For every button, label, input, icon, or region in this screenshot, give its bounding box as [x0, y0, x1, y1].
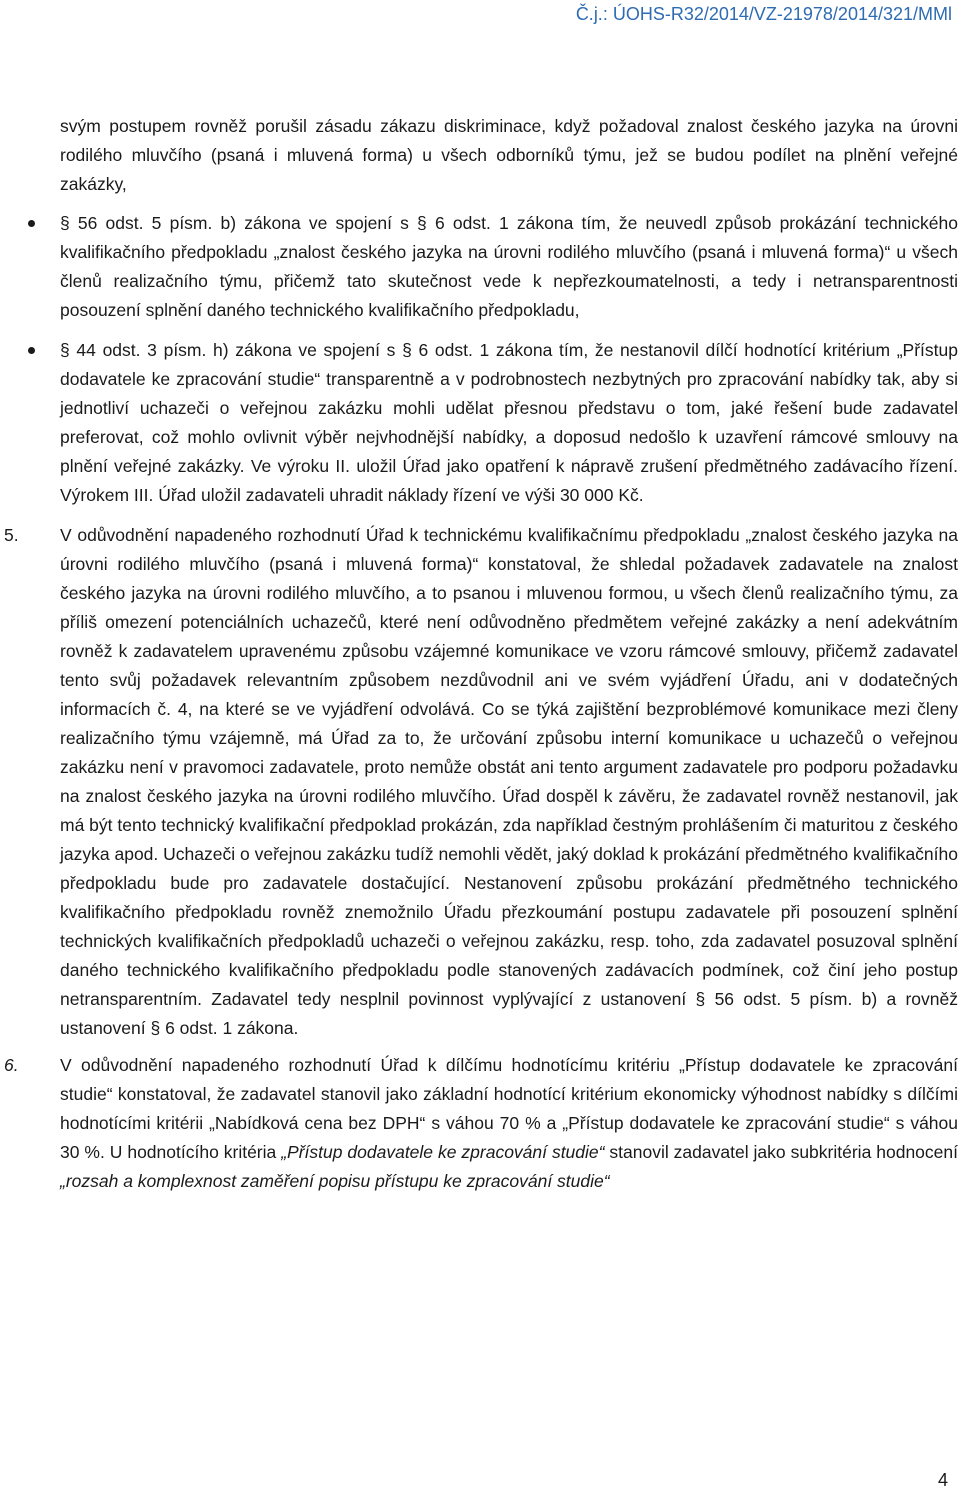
document-reference: Č.j.: ÚOHS-R32/2014/VZ-21978/2014/321/MMl [575, 4, 952, 24]
document-body [4, 112, 958, 1196]
paragraph-italic-quote: „rozsah a komplexnost zaměření popisu přístupu ke zpracování studie“ [60, 1171, 610, 1191]
intro-paragraph: svým postupem rovněž porušil zásadu zákazu diskriminace, když požadoval znalost českého jazyka na úrovni rodilého mluvčího (psaná i mluvená forma) u všech odborníků týmu, jež se budou podílet na plnění veřejné zakázky, [60, 116, 958, 194]
paragraph-number: 6. [4, 1055, 19, 1075]
bullet-item-1 [60, 209, 958, 325]
paragraph-text: stanovil zadavatel jako subkritéria hodnocení [604, 1142, 958, 1162]
section-symbol: § [60, 340, 70, 360]
paragraph-5 [4, 521, 958, 1043]
paragraph-6 [4, 1051, 958, 1196]
bullet-item-2 [60, 336, 958, 510]
section-symbol: § [60, 213, 70, 233]
paragraph-text: V odůvodnění napadeného rozhodnutí Úřad k technickému kvalifikačnímu předpokladu „znalost českého jazyka na úrovni rodilého mluvčího (psaná i mluvená forma)“ konstatoval, že shledal požadavek zadavatele na znalost českého jazyka na úrovni rodilého mluvčího, a to psanou i mluvenou formou, u všech členů realizačního týmu, za příliš omezení potenciálních uchazečů, které není odůvodněno předmětem veřejné zakázky a není adekvátním rovněž k zadavatelem upravenému způsobu vzájemné komunikace ve vzoru rámcové smlouvy, přičemž zadavatel tento svůj požadavek relevantním způsobem nezdůvodnil ani ve svém vyjádření Úřadu, ani v dodatečných informacích č. 4, na které se ve vyjádření odvolává. Co se týká zajištění bezproblémové komunikace mezi členy realizačního týmu vzájemně, má Úřad za to, že určování způsobu interní komunikace u uchazečů o veřejnou zakázku není v pravomoci zadavatele, proto nemůže obstát ani tento argument zadavatele pro podporu požadavku na znalost českého jazyka na úrovni rodilého mluvčího. Úřad dospěl k závěru, že zadavatel rovněž nestanovil, jak má být tento technický kvalifikační předpoklad prokázán, zda například čestným prohlášením či maturitou z českého jazyka apod. Uchazeči o veřejnou zakázku tudíž nemohli vědět, jaký doklad k prokázání předmětného kvalifikačního předpokladu bude pro zadavatele dostačující. Nestanovení způsobu prokázání předmětného technického kvalifikačního předpokladu rovněž znemožnilo Úřadu přezkoumání postupu zadavatele při posouzení splnění technických kvalifikačních předpokladů uchazeči o veřejnou zakázku, resp. toho, zda zadavatel posuzoval splnění daného technického kvalifikačního předpokladu podle stanovených zadávacích podmínek, což činí jeho postup netransparentním. Zadavatel tedy nesplnil povinnost vyplývající z ustanovení § 56 odst. 5 písm. b) a rovněž ustanovení § 6 odst. 1 zákona. [60, 525, 958, 1038]
bullet-text: 44 odst. 3 písm. h) zákona ve spojení s § 6 odst. 1 zákona tím, že nestanovil dílčí hodnotící kritérium „Přístup dodavatele ke zpracování studie“ transparentně a v podrobnostech nezbytných pro zpracování nabídky tak, aby si jednotliví uchazeči o veřejnou zakázku mohli udělat přesnou představu o tom, jaké řešení bude zadavatel preferovat, což mohlo ovlivnit výběr nejvhodnější nabídky, a doposud nedošlo k uzavření rámcové smlouvy na plnění veřejné zakázky. Ve výroku II. uložil Úřad jako opatření k nápravě zrušení předmětného zadávacího řízení. Výrokem III. Úřad uložil zadavateli uhradit náklady řízení ve výši 30 000 Kč. [60, 340, 958, 505]
paragraph-italic-quote: „Přístup dodavatele ke zpracování studie“ [281, 1142, 605, 1162]
paragraph-text: V odůvodnění napadeného rozhodnutí Úřad k dílčímu hodnotícímu kritériu „Přístup dodavatele ke zpracování studie“ konstatoval, že zadavatel stanovil jako základní hodnotící kritérium ekonomicky výhodnost nabídky s dílčími hodnotícími kritérii „Nabídková cena bez DPH“ s váhou 70 % a „Přístup dodavatele ke zpracování studie“ s váhou 30 %. U hodnotícího kritéria [60, 1055, 958, 1162]
paragraph-number: 5. [4, 525, 19, 545]
bullet-text: 56 odst. 5 písm. b) zákona ve spojení s § 6 odst. 1 zákona tím, že neuvedl způsob prokázání technického kvalifikačního předpokladu „znalost českého jazyka na úrovni rodilého mluvčího (psaná i mluvená forma)“ u všech členů realizačního týmu, přičemž tato skutečnost vede k nepřezkoumatelnosti, a tedy i netransparentnosti posouzení splnění daného technického kvalifikačního předpokladu, [60, 213, 958, 320]
page-number: 4 [937, 1470, 948, 1490]
